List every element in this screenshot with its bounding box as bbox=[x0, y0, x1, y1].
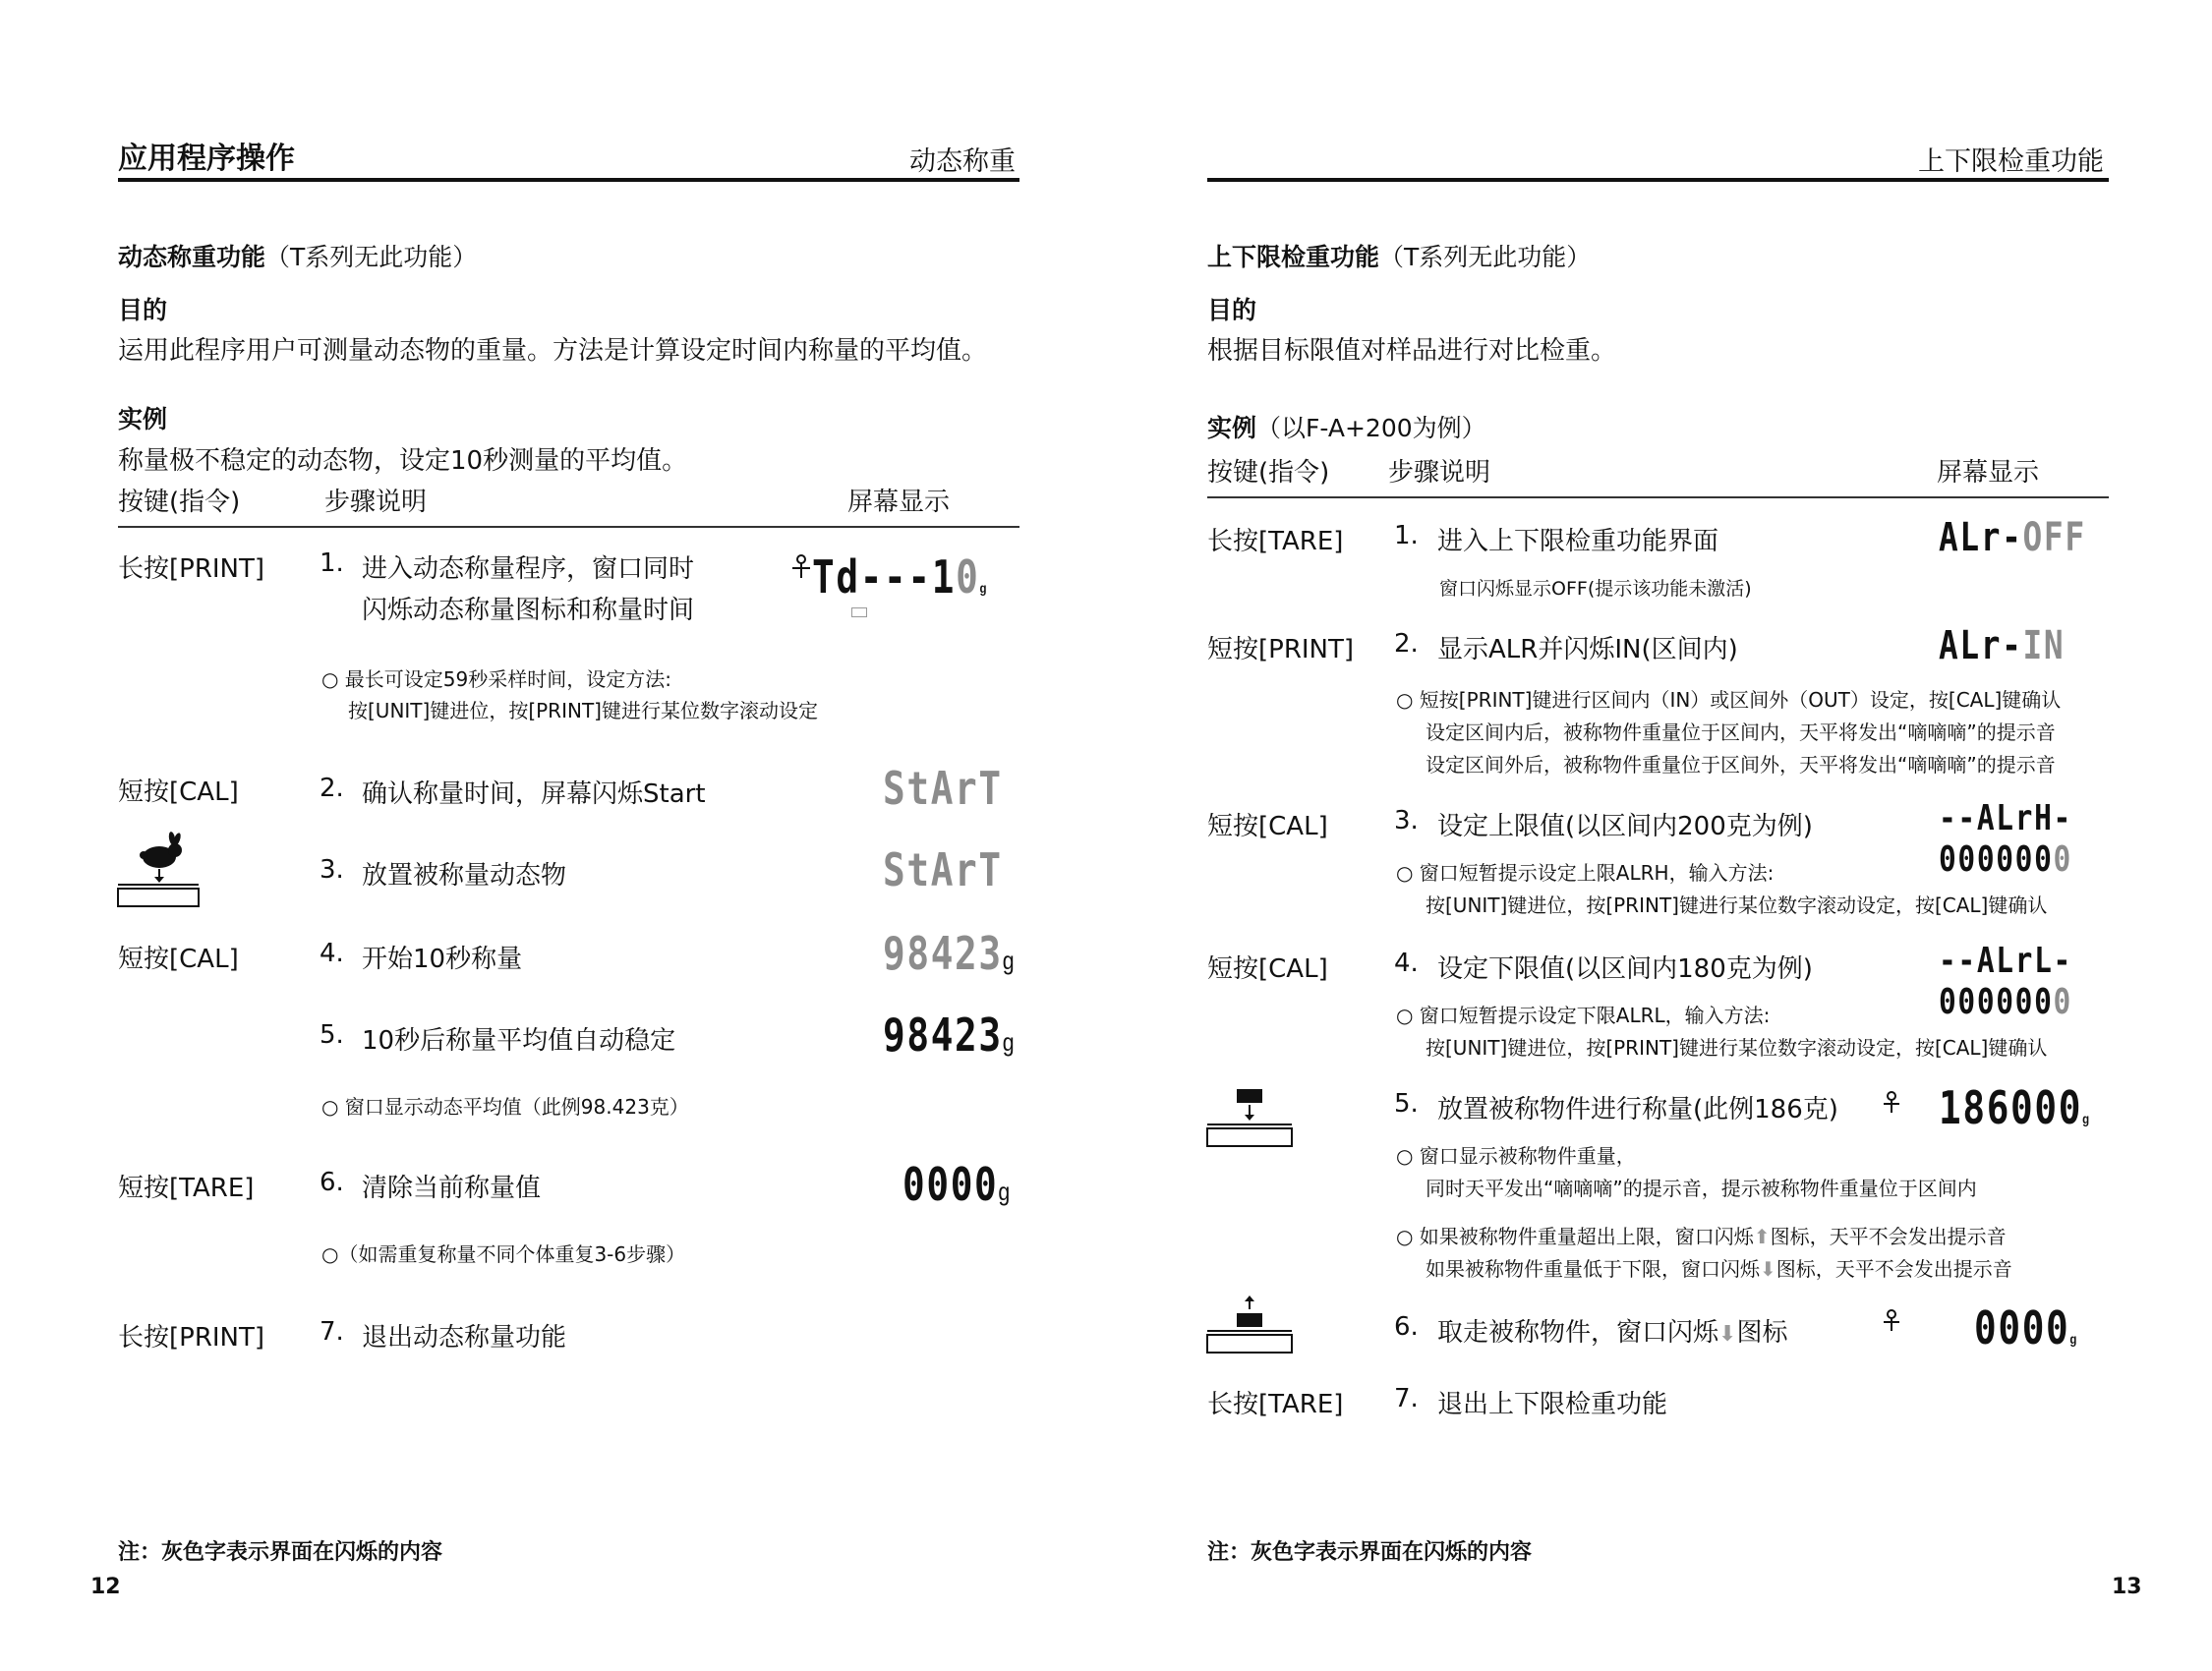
r-step-1-line1: 进入上下限检重功能界面 bbox=[1437, 527, 1719, 556]
r-step-6-line1 bbox=[1437, 1312, 1787, 1349]
header-section-name: 动态称重 bbox=[909, 146, 1016, 177]
r-step-3-number: 3. bbox=[1394, 806, 1419, 836]
step-4-key: 短按[CAL] bbox=[118, 945, 239, 974]
step-6-number: 6. bbox=[320, 1168, 344, 1197]
display-step-6 bbox=[902, 1158, 1012, 1211]
r-display-step-4-value bbox=[1939, 982, 2072, 1022]
display-step-1 bbox=[812, 550, 988, 604]
r-step-1-key: 长按[TARE] bbox=[1207, 527, 1344, 556]
dynamic-weighing-icon bbox=[790, 554, 812, 580]
r-step-5-note-3 bbox=[1396, 1221, 2007, 1249]
example-label-right bbox=[1207, 409, 1486, 444]
r-step-3-note-1: ○ 窗口短暂提示设定上限ALRH，输入方法: bbox=[1396, 861, 1775, 885]
r-step-4-number: 4. bbox=[1394, 949, 1419, 978]
display-step-4-value: 98423 bbox=[883, 927, 1003, 980]
r-step-7-number: 7. bbox=[1394, 1384, 1419, 1413]
r-step-3-key: 短按[CAL] bbox=[1207, 812, 1328, 841]
column-header-display-right: 屏幕显示 bbox=[1937, 458, 2040, 488]
example-label-right-paren: （以F-A+200为例） bbox=[1256, 414, 1486, 442]
step-2-key: 短按[CAL] bbox=[118, 778, 239, 807]
r-step-4-note-2: 按[UNIT]键进位，按[PRINT]键进行某位数字滚动设定，按[CAL]键确认 bbox=[1426, 1036, 2048, 1060]
column-header-display: 屏幕显示 bbox=[847, 488, 951, 517]
r-step-2-line1: 显示ALR并闪烁IN(区间内) bbox=[1437, 635, 1738, 664]
step-6-line1: 清除当前称量值 bbox=[362, 1174, 542, 1203]
r-step-5-note-4-a: 如果被称物件重量低于下限，窗口闪烁 bbox=[1426, 1257, 1760, 1281]
section-title-right bbox=[1207, 238, 1591, 273]
place-object-on-balance-icon bbox=[1205, 1087, 1294, 1158]
example-label: 实例 bbox=[118, 405, 168, 433]
step-6-note: ○（如需重复称量不同个体重复3-6步骤） bbox=[321, 1242, 686, 1266]
r-display-step-4-label: --ALrL- bbox=[1939, 941, 2072, 981]
r-step-2-key: 短按[PRINT] bbox=[1207, 635, 1355, 664]
r-display-step-6-unit: g bbox=[2069, 1331, 2079, 1347]
display-step-1-blink: 0 bbox=[956, 550, 980, 604]
r-step-4-line1: 设定下限值(以区间内180克为例) bbox=[1437, 954, 1813, 984]
r-step-2-note-1: ○ 短按[PRINT]键进行区间内（IN）或区间外（OUT）设定，按[CAL]键确认 bbox=[1396, 688, 2062, 712]
r-display-step-4-blink: 0 bbox=[2053, 982, 2072, 1022]
table-rule-right bbox=[1207, 496, 2109, 498]
r-step-5-line1: 放置被称物件进行称量(此例186克) bbox=[1437, 1095, 1838, 1124]
r-step-7-line1: 退出上下限检重功能 bbox=[1437, 1390, 1668, 1419]
display-step-2: StArT bbox=[883, 762, 1003, 815]
step-3-number: 3. bbox=[320, 855, 344, 885]
r-display-step-1-blink: OFF bbox=[2022, 515, 2086, 560]
page-title: 应用程序操作 bbox=[118, 142, 295, 176]
section-title-paren: （T系列无此功能） bbox=[265, 243, 478, 271]
section-title-main: 动态称重功能 bbox=[118, 243, 266, 271]
r-step-5-note-4 bbox=[1426, 1253, 2012, 1282]
up-arrow-icon: ⬆ bbox=[1753, 1225, 1771, 1248]
r-step-3-line1: 设定上限值(以区间内200克为例) bbox=[1437, 812, 1813, 841]
r-step-2-number: 2. bbox=[1394, 629, 1419, 659]
rabbit-on-balance-icon bbox=[116, 834, 201, 914]
r-step-2-note-2: 设定区间内后，被称物件重量位于区间内，天平将发出“嘀嘀嘀”的提示音 bbox=[1426, 720, 2056, 744]
purpose-text-right: 根据目标限值对样品进行对比检重。 bbox=[1207, 336, 1617, 366]
display-step-1-unit: g bbox=[979, 580, 989, 596]
r-display-step-5-value: 186000 bbox=[1939, 1081, 2083, 1134]
r-step-7-key: 长按[TARE] bbox=[1207, 1390, 1344, 1419]
step-3-line1: 放置被称量动态物 bbox=[362, 861, 567, 891]
r-step-1-sub: 窗口闪烁显示OFF(提示该功能未激活) bbox=[1439, 578, 1752, 600]
header-section-name-right: 上下限检重功能 bbox=[1918, 146, 2104, 177]
display-step-5-value: 98423 bbox=[883, 1008, 1003, 1062]
r-step-6-line1-a: 取走被称物件，窗口闪烁 bbox=[1437, 1318, 1719, 1348]
r-display-step-3-value bbox=[1939, 839, 2072, 880]
header-rule-right bbox=[1207, 178, 2109, 182]
example-label-right-main: 实例 bbox=[1207, 414, 1257, 442]
remove-object-from-balance-icon bbox=[1205, 1294, 1294, 1364]
r-display-step-6-value: 0000 bbox=[1974, 1301, 2070, 1354]
r-display-step-5 bbox=[1939, 1081, 2091, 1134]
r-display-step-6 bbox=[1974, 1301, 2078, 1354]
display-step-3: StArT bbox=[883, 843, 1003, 896]
column-header-key-right: 按键(指令) bbox=[1207, 458, 1330, 488]
r-step-4-key: 短按[CAL] bbox=[1207, 954, 1328, 984]
small-indicator-icon bbox=[851, 607, 867, 617]
r-step-6-line1-b: 图标 bbox=[1736, 1318, 1788, 1348]
display-step-5-unit: g bbox=[1002, 1027, 1017, 1057]
r-display-step-4-digits: 000000 bbox=[1939, 982, 2054, 1022]
r-display-step-2-text: ALr- bbox=[1939, 623, 2023, 668]
display-step-4 bbox=[883, 927, 1016, 980]
r-display-step-5-unit: g bbox=[2082, 1111, 2091, 1126]
footnote: 注：灰色字表示界面在闪烁的内容 bbox=[118, 1540, 443, 1565]
step-1-note-2: 按[UNIT]键进位，按[PRINT]键进行某位数字滚动设定 bbox=[348, 699, 818, 722]
r-display-step-3-label: --ALrH- bbox=[1939, 798, 2072, 838]
dynamic-weighing-icon-r6 bbox=[1882, 1309, 1901, 1333]
section-title bbox=[118, 238, 477, 273]
step-1-key: 长按[PRINT] bbox=[118, 554, 265, 584]
display-step-4-unit: g bbox=[1002, 946, 1017, 975]
purpose-label-right: 目的 bbox=[1207, 296, 1257, 324]
step-1-note-1: ○ 最长可设定59秒采样时间，设定方法: bbox=[321, 667, 671, 691]
step-7-number: 7. bbox=[320, 1317, 344, 1347]
column-header-key: 按键(指令) bbox=[118, 488, 241, 517]
step-4-line1: 开始10秒称量 bbox=[362, 945, 523, 974]
r-step-5-note-4-b: 图标，天平不会发出提示音 bbox=[1775, 1257, 2012, 1281]
purpose-text: 运用此程序用户可测量动态物的重量。方法是计算设定时间内称量的平均值。 bbox=[118, 336, 988, 366]
r-step-5-note-2: 同时天平发出“嘀嘀嘀”的提示音，提示被称物件重量位于区间内 bbox=[1426, 1177, 1977, 1200]
r-display-step-2-blink: IN bbox=[2022, 623, 2066, 668]
step-4-number: 4. bbox=[320, 939, 344, 968]
step-6-key: 短按[TARE] bbox=[118, 1174, 255, 1203]
r-step-5-number: 5. bbox=[1394, 1089, 1419, 1119]
step-1-line2: 闪烁动态称量图标和称量时间 bbox=[362, 596, 695, 625]
r-step-5-note-3-a: ○ 如果被称物件重量超出上限，窗口闪烁 bbox=[1396, 1225, 1754, 1248]
display-step-6-unit: g bbox=[998, 1177, 1012, 1206]
section-title-right-paren: （T系列无此功能） bbox=[1379, 243, 1592, 271]
display-step-6-value: 0000 bbox=[902, 1158, 999, 1211]
r-display-step-3-blink: 0 bbox=[2053, 839, 2072, 880]
step-2-line1: 确认称量时间，屏幕闪烁Start bbox=[362, 779, 706, 809]
step-5-note: ○ 窗口显示动态平均值（此例98.423克） bbox=[321, 1095, 689, 1119]
step-7-line1: 退出动态称量功能 bbox=[362, 1323, 567, 1353]
r-step-6-number: 6. bbox=[1394, 1312, 1419, 1342]
r-display-step-1 bbox=[1939, 515, 2086, 560]
r-display-step-3-digits: 000000 bbox=[1939, 839, 2054, 880]
step-5-number: 5. bbox=[320, 1020, 344, 1050]
r-step-1-number: 1. bbox=[1394, 521, 1419, 550]
page-number: 12 bbox=[90, 1575, 121, 1599]
step-2-number: 2. bbox=[320, 774, 344, 803]
column-header-step-right: 步骤说明 bbox=[1388, 458, 1491, 488]
r-display-step-2 bbox=[1939, 623, 2065, 668]
display-step-5 bbox=[883, 1008, 1016, 1062]
header-rule bbox=[118, 178, 1019, 182]
table-rule bbox=[118, 526, 1019, 528]
step-1-line1: 进入动态称量程序，窗口同时 bbox=[362, 554, 695, 584]
step-5-line1: 10秒后称量平均值自动稳定 bbox=[362, 1026, 676, 1056]
purpose-label: 目的 bbox=[118, 296, 168, 324]
display-step-1-text: Td---1 bbox=[812, 550, 957, 604]
step-7-key: 长按[PRINT] bbox=[118, 1323, 265, 1353]
r-step-4-note-1: ○ 窗口短暂提示设定下限ALRL，输入方法: bbox=[1396, 1004, 1771, 1027]
down-arrow-icon: ⬇ bbox=[1760, 1257, 1776, 1281]
r-step-5-note-3-b: 图标，天平不会发出提示音 bbox=[1770, 1225, 2007, 1248]
r-step-5-note-1: ○ 窗口显示被称物件重量， bbox=[1396, 1144, 1636, 1168]
r-step-2-note-3: 设定区间外后，被称物件重量位于区间外，天平将发出“嘀嘀嘀”的提示音 bbox=[1426, 753, 2056, 777]
dynamic-weighing-icon-r5 bbox=[1882, 1091, 1901, 1115]
page-number-right: 13 bbox=[2112, 1575, 2142, 1599]
example-text: 称量极不稳定的动态物，设定10秒测量的平均值。 bbox=[118, 446, 688, 476]
footnote-right: 注：灰色字表示界面在闪烁的内容 bbox=[1207, 1540, 1533, 1565]
down-arrow-icon-step6: ⬇ bbox=[1718, 1322, 1737, 1347]
section-title-right-main: 上下限检重功能 bbox=[1207, 243, 1380, 271]
column-header-step: 步骤说明 bbox=[324, 488, 428, 517]
r-display-step-1-text: ALr- bbox=[1939, 515, 2023, 560]
r-step-3-note-2: 按[UNIT]键进位，按[PRINT]键进行某位数字滚动设定，按[CAL]键确认 bbox=[1426, 893, 2048, 917]
step-1-number: 1. bbox=[320, 548, 344, 578]
